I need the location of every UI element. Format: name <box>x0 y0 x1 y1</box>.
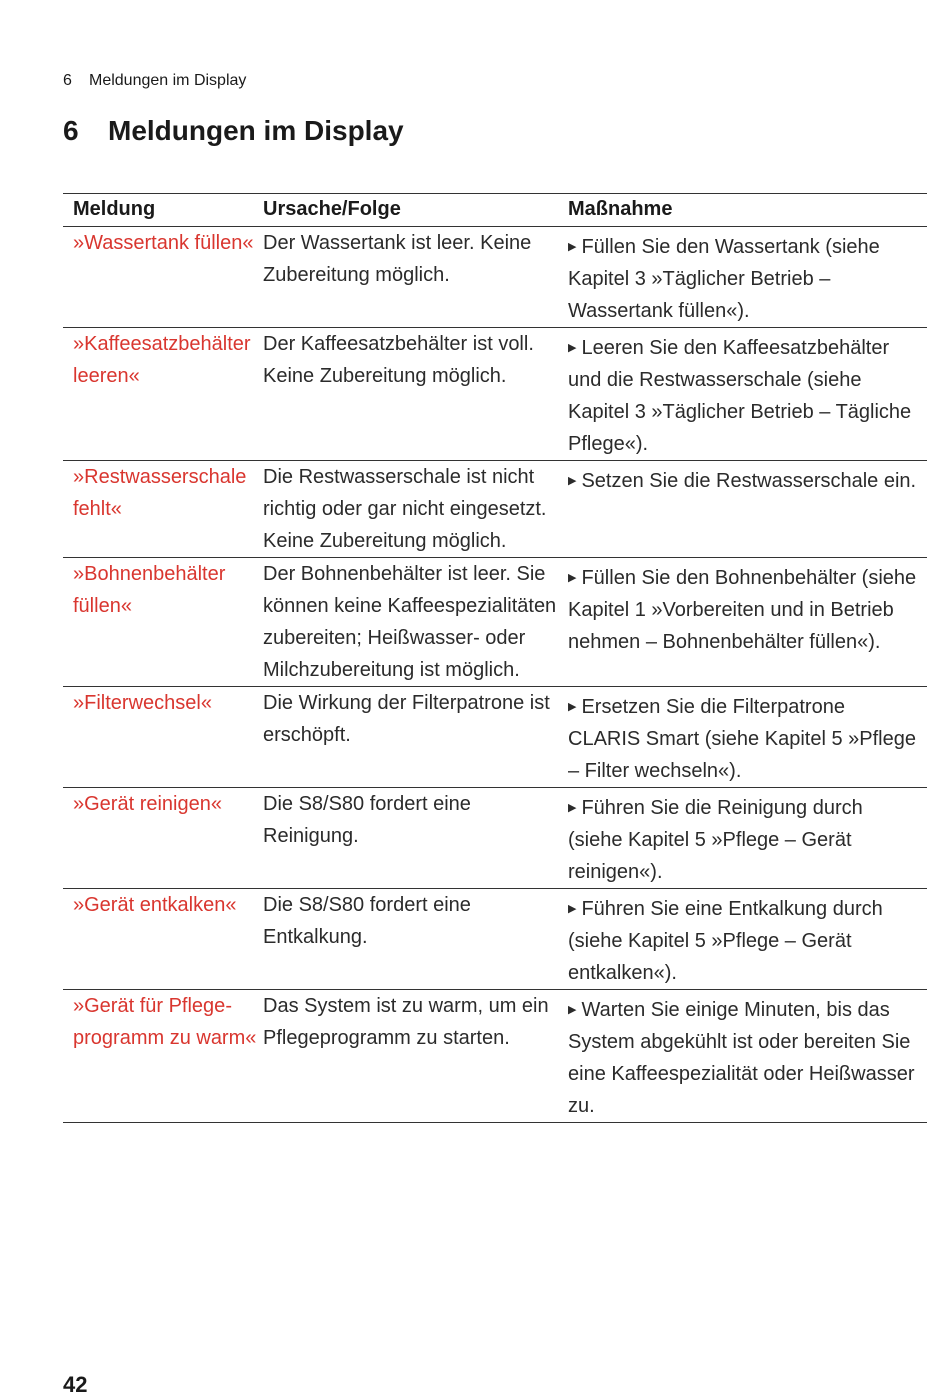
table-row <box>63 889 927 990</box>
measure-text: Füllen Sie den Bohnenbehälter (siehe Kapitel 1 »Vorbereiten und in Betrieb nehmen – Bohnenbehälter füllen«). <box>568 567 917 653</box>
measure-text: Führen Sie die Reinigung durch (siehe Kapitel 5 »Pflege – Gerät reinigen«). <box>568 797 863 883</box>
table-row <box>63 558 927 687</box>
measure-cell <box>568 889 927 990</box>
table-row <box>63 788 927 889</box>
message-cell: »Gerät für Pflegeprogramm zu warm« <box>73 995 257 1049</box>
measure-text: Füllen Sie den Wassertank (siehe Kapitel 3 »Täglicher Betrieb – Wassertank füllen«). <box>568 236 880 322</box>
column-header-ursache: Ursache/Folge <box>263 194 568 227</box>
measure-cell <box>568 461 927 558</box>
page-title-text: Meldungen im Display <box>108 115 404 146</box>
cause-cell: Der Kaffeesatzbehälter ist voll. Keine Zubereitung möglich. <box>263 333 534 387</box>
cause-cell: Das System ist zu warm, um ein Pflegeprogramm zu starten. <box>263 995 549 1049</box>
cause-cell: Die Wirkung der Filterpatrone ist erschöpft. <box>263 692 550 746</box>
table-row <box>63 328 927 461</box>
bullet-arrow-icon: ▶ <box>568 241 577 253</box>
table-row <box>63 687 927 788</box>
bullet-arrow-icon: ▶ <box>568 701 577 713</box>
bullet-arrow-icon: ▶ <box>568 903 577 915</box>
measure-cell <box>568 788 927 889</box>
message-cell: »Gerät entkalken« <box>73 894 237 916</box>
measure-cell <box>568 328 927 461</box>
bullet-arrow-icon: ▶ <box>568 572 577 584</box>
column-header-meldung: Meldung <box>63 194 263 227</box>
message-cell: »Restwasserschale fehlt« <box>73 466 247 520</box>
column-header-massnahme: Maßnahme <box>568 194 927 227</box>
message-cell: »Gerät reinigen« <box>73 793 222 815</box>
measure-text: Ersetzen Sie die Filterpatrone CLARIS Smart (siehe Kapitel 5 »Pflege – Filter wechseln«). <box>568 696 916 782</box>
message-cell: »Kaffeesatzbehälter leeren« <box>73 333 251 387</box>
measure-cell <box>568 687 927 788</box>
bullet-arrow-icon: ▶ <box>568 342 577 354</box>
running-header-title: Meldungen im Display <box>89 72 247 89</box>
page-title <box>63 115 404 147</box>
cause-cell: Die S8/S80 fordert eine Entkalkung. <box>263 894 471 948</box>
message-cell: »Filterwechsel« <box>73 692 212 714</box>
bullet-arrow-icon: ▶ <box>568 802 577 814</box>
bullet-arrow-icon: ▶ <box>568 1004 577 1016</box>
measure-cell <box>568 227 927 328</box>
running-header-number: 6 <box>63 72 72 89</box>
cause-cell: Der Wassertank ist leer. Keine Zubereitung möglich. <box>263 232 532 286</box>
messages-table <box>63 193 927 1123</box>
message-cell: »Bohnenbehälter füllen« <box>73 563 226 617</box>
page-number: 42 <box>63 1372 88 1397</box>
table-header-row <box>63 194 927 227</box>
measure-text: Warten Sie einige Minuten, bis das System abgekühlt ist oder bereiten Sie eine Kaffeespezialität oder Heißwasser zu. <box>568 999 915 1117</box>
measure-cell <box>568 990 927 1123</box>
page-title-number: 6 <box>63 115 79 146</box>
measure-cell <box>568 558 927 687</box>
cause-cell: Die Restwasserschale ist nicht richtig oder gar nicht eingesetzt. Keine Zubereitung möglich. <box>263 466 547 552</box>
measure-text: Setzen Sie die Restwasserschale ein. <box>581 470 917 492</box>
running-header <box>63 72 246 90</box>
cause-cell: Der Bohnenbehälter ist leer. Sie können keine Kaffeespezialitäten zubereiten; Heißwasser- oder Milchzubereitung ist möglich. <box>263 563 557 681</box>
table-row <box>63 461 927 558</box>
measure-text: Leeren Sie den Kaffeesatzbehälter und die Restwasserschale (siehe Kapitel 3 »Täglicher Betrieb – Tägliche Pflege«). <box>568 337 912 455</box>
table-row <box>63 990 927 1123</box>
measure-text: Führen Sie eine Entkalkung durch (siehe Kapitel 5 »Pflege – Gerät entkalken«). <box>568 898 883 984</box>
cause-cell: Die S8/S80 fordert eine Reinigung. <box>263 793 471 847</box>
bullet-arrow-icon: ▶ <box>568 475 577 487</box>
table-row <box>63 227 927 328</box>
message-cell: »Wassertank füllen« <box>73 232 254 254</box>
